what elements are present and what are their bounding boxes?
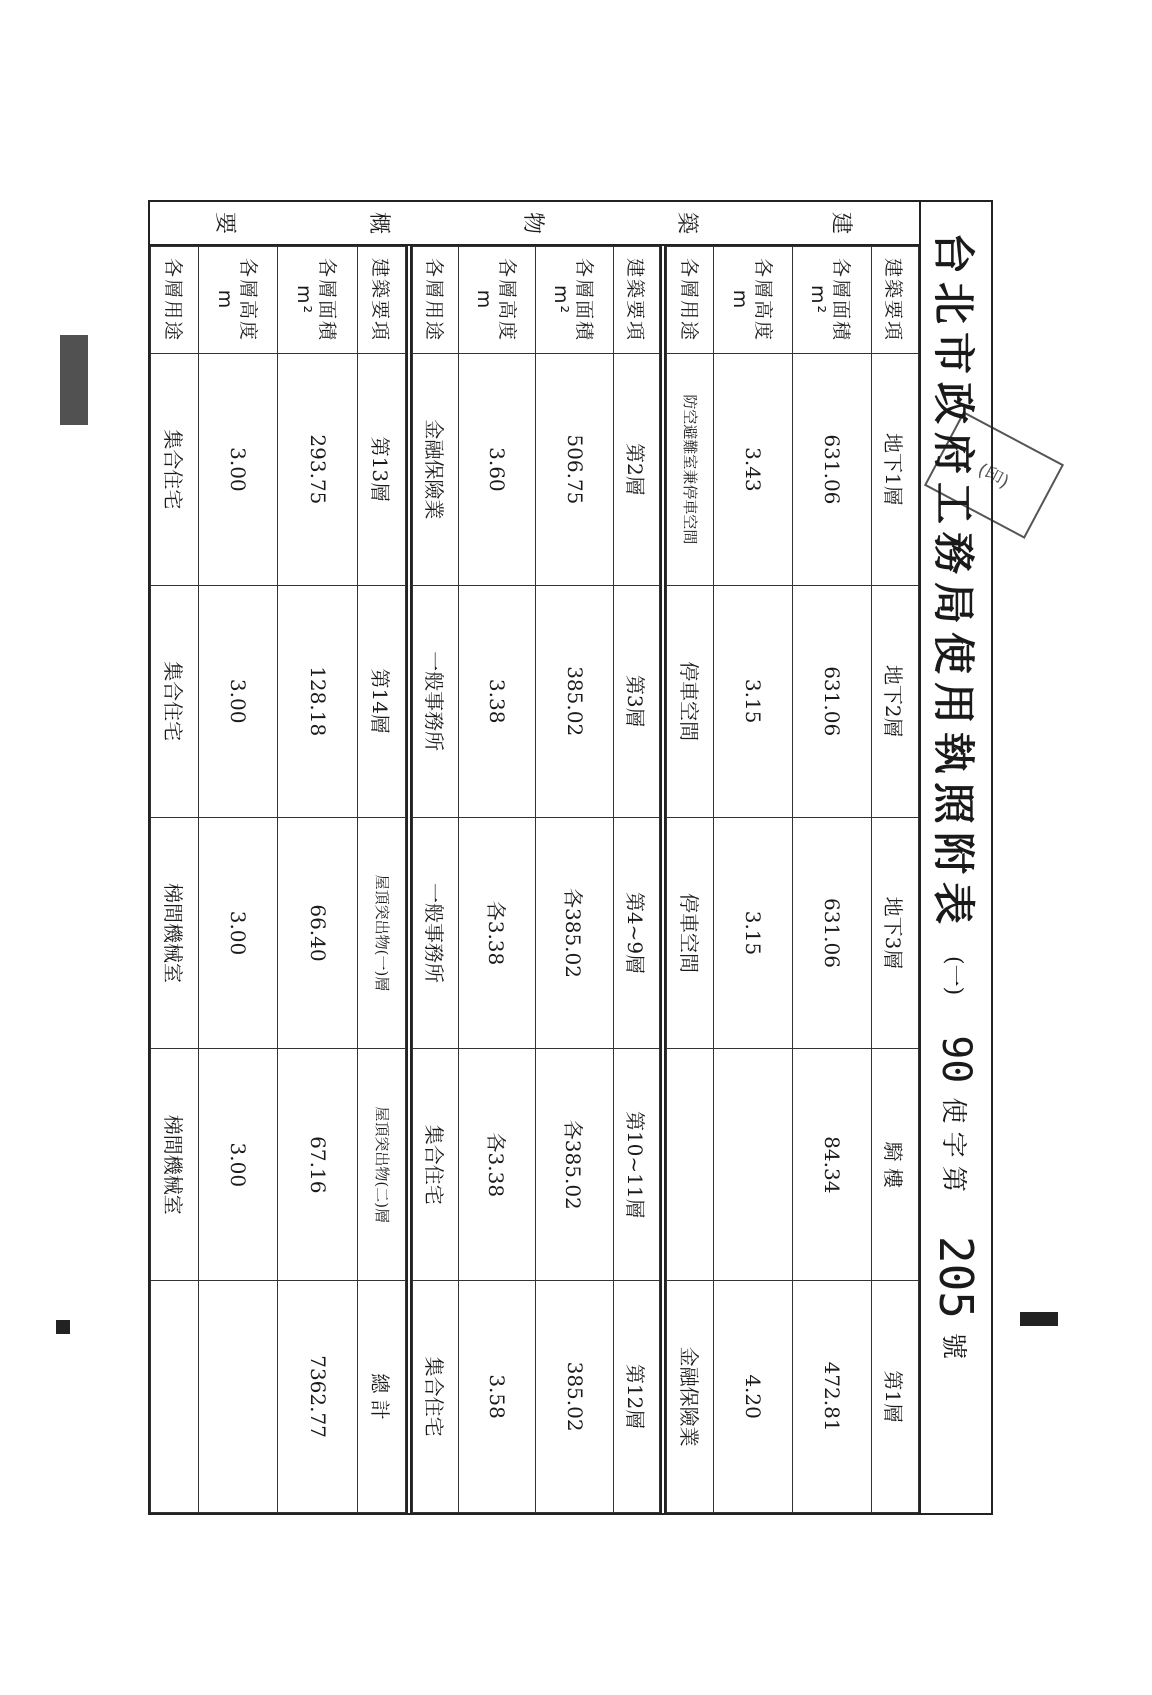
side-char: 要 — [212, 211, 238, 234]
stamp-text: (印) — [974, 459, 1013, 494]
cell: 7362.77 — [278, 1281, 358, 1513]
data-table — [150, 246, 406, 1513]
cell: 一般事務所 — [413, 817, 459, 1049]
cell: 地下2層 — [871, 585, 918, 817]
cell: 梯間機械室 — [151, 1049, 199, 1281]
row-header: 建築要項 — [613, 247, 659, 354]
data-table — [666, 246, 919, 1513]
cell: 第1層 — [871, 1281, 918, 1513]
side-char: 物 — [520, 211, 546, 234]
row-header: 各層高度m — [459, 247, 536, 354]
cell: 3.43 — [714, 354, 793, 586]
cell: 總 計 — [358, 1281, 406, 1513]
permit-label-post: 號 — [938, 1332, 969, 1359]
cell: 第12層 — [613, 1281, 659, 1513]
cell: 3.60 — [459, 354, 536, 586]
table-row — [613, 247, 659, 1513]
cell: 66.40 — [278, 817, 358, 1049]
cell: 地下1層 — [871, 354, 918, 586]
cell: 一般事務所 — [413, 585, 459, 817]
document-title: 台北市政府工務局使用執照附表 — [929, 232, 978, 933]
table-row — [358, 247, 406, 1513]
cell: 3.58 — [459, 1281, 536, 1513]
cell: 472.81 — [793, 1281, 872, 1513]
row-header: 各層高度m — [198, 247, 278, 354]
scan-mark-left — [60, 335, 88, 425]
cell: 集合住宅 — [151, 585, 199, 817]
row-header: 建築要項 — [871, 247, 918, 354]
cell: 停車空間 — [667, 585, 714, 817]
data-table — [412, 246, 660, 1513]
row-header: 各層用途 — [151, 247, 199, 354]
scan-mark-right — [1020, 1312, 1058, 1326]
cell: 第13層 — [358, 354, 406, 586]
cell: 3.00 — [198, 354, 278, 586]
scan-mark-small — [56, 1320, 70, 1334]
cell: 金融保險業 — [413, 354, 459, 586]
row-header: 各層用途 — [667, 247, 714, 354]
cell: 385.02 — [536, 585, 613, 817]
cell: 各3.38 — [459, 817, 536, 1049]
cell: 第2層 — [613, 354, 659, 586]
cell: 3.00 — [198, 1049, 278, 1281]
table-row — [871, 247, 918, 1513]
side-char: 建 — [827, 211, 853, 234]
cell: 停車空間 — [667, 817, 714, 1049]
table-row — [793, 247, 872, 1513]
cell: 地下3層 — [871, 817, 918, 1049]
cell: 385.02 — [536, 1281, 613, 1513]
title-strip — [919, 200, 993, 1515]
cell: 84.34 — [793, 1049, 872, 1281]
cell: 506.75 — [536, 354, 613, 586]
cell: 631.06 — [793, 585, 872, 817]
table-row — [536, 247, 613, 1513]
table-row — [151, 247, 199, 1513]
row-header: 各層用途 — [413, 247, 459, 354]
cell: 128.18 — [278, 585, 358, 817]
table-block-3 — [150, 246, 406, 1513]
permit-number — [929, 1035, 983, 1359]
cell — [198, 1281, 278, 1513]
cell: 第3層 — [613, 585, 659, 817]
side-char: 概 — [366, 211, 392, 234]
cell: 集合住宅 — [413, 1049, 459, 1281]
cell: 防空避難室兼停車空間 — [667, 354, 714, 586]
permit-attachment-table — [148, 200, 993, 1515]
row-header: 各層面積m² — [278, 247, 358, 354]
row-header: 各層面積m² — [536, 247, 613, 354]
cell: 第4~9層 — [613, 817, 659, 1049]
table-block-1 — [666, 246, 919, 1513]
cell — [714, 1049, 793, 1281]
cell: 第14層 — [358, 585, 406, 817]
row-header: 各層高度m — [714, 247, 793, 354]
row-header: 各層面積m² — [793, 247, 872, 354]
cell: 3.00 — [198, 585, 278, 817]
cell: 騎 樓 — [871, 1049, 918, 1281]
side-char: 築 — [673, 211, 699, 234]
cell: 各3.38 — [459, 1049, 536, 1281]
side-label — [150, 202, 919, 246]
cell: 各385.02 — [536, 1049, 613, 1281]
block-divider — [406, 246, 412, 1513]
cell: 631.06 — [793, 354, 872, 586]
cell: 集合住宅 — [413, 1281, 459, 1513]
cell: 金融保險業 — [667, 1281, 714, 1513]
document-title-sub: (一) — [941, 956, 967, 996]
cell: 631.06 — [793, 817, 872, 1049]
table-block-2 — [412, 246, 660, 1513]
cell — [667, 1049, 714, 1281]
table-row — [413, 247, 459, 1513]
table-row — [667, 247, 714, 1513]
table-row — [198, 247, 278, 1513]
table-row — [459, 247, 536, 1513]
cell: 67.16 — [278, 1049, 358, 1281]
permit-no: 205 — [929, 1235, 983, 1319]
cell: 293.75 — [278, 354, 358, 586]
cell: 3.38 — [459, 585, 536, 817]
block-divider — [660, 246, 666, 1513]
permit-label-pre: 使 字 第 — [938, 1097, 969, 1192]
cell: 3.15 — [714, 817, 793, 1049]
table-row — [714, 247, 793, 1513]
cell: 第10~11層 — [613, 1049, 659, 1281]
cell: 各385.02 — [536, 817, 613, 1049]
cell: 屋頂突出物(一)層 — [358, 817, 406, 1049]
row-header: 建築要項 — [358, 247, 406, 354]
cell: 3.00 — [198, 817, 278, 1049]
cell: 集合住宅 — [151, 354, 199, 586]
table-row — [278, 247, 358, 1513]
cell — [151, 1281, 199, 1513]
cell: 4.20 — [714, 1281, 793, 1513]
permit-year: 90 — [933, 1035, 979, 1084]
cell: 3.15 — [714, 585, 793, 817]
building-summary-grid — [148, 200, 919, 1515]
cell: 梯間機械室 — [151, 817, 199, 1049]
cell: 屋頂突出物(二)層 — [358, 1049, 406, 1281]
